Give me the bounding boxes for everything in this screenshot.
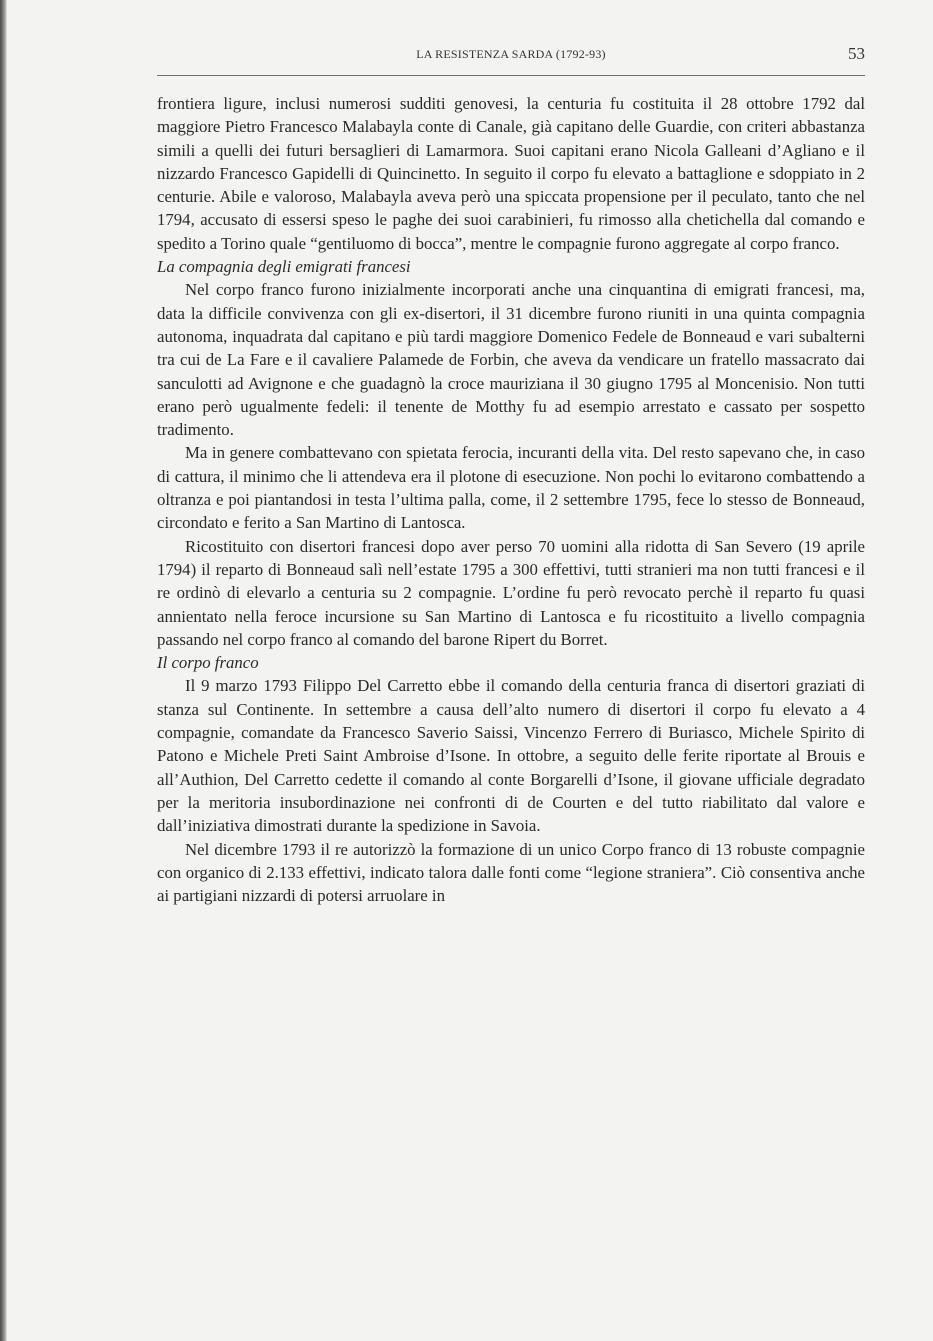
header-rule [157, 75, 865, 76]
running-title: LA RESISTENZA SARDA (1792-93) [416, 47, 606, 61]
body-text [157, 92, 865, 907]
page-binding-edge [0, 0, 7, 1341]
paragraph: Ricostituito con disertori francesi dopo aver perso 70 uomini alla ridotta di San Severo (19 aprile 1794) il reparto di Bonneaud salì nell’estate 1795 a 300 effettivi, tutti stranieri ma non tutti francesi e il re ordinò di elevarlo a centuria su 2 compagnie. L’ordine fu però revocato perchè il reparto fu quasi annientato nella feroce incursione su San Martino di Lantosca e fu ricostituito a livello compagnia passando nel corpo franco al comando del barone Ripert du Borret. [157, 536, 865, 649]
page-number: 53 [848, 44, 865, 63]
paragraph: Nel corpo franco furono inizialmente incorporati anche una cinquantina di emigrati francesi, ma, data la difficile convivenza con gli ex-disertori, il 31 dicembre furono riuniti in una quinta compagnia autonoma, inquadrata dal capitano e più tardi maggiore Domenico Fedele de Bonneaud e vari subalterni tra cui de La Fare e il cavaliere Palamede de Forbin, che aveva da vendicare un fratello massacrato dai sanculotti ad Avignone e che guadagnò la croce mauriziana il 30 giugno 1795 al Moncenisio. Non tutti erano però ugualmente fedeli: il tenente de Motthy fu ad esempio arrestato e cassato per sospetto tradimento. [157, 280, 865, 440]
paragraph: Ma in genere combattevano con spietata ferocia, incuranti della vita. Del resto sapevano che, in caso di cattura, il minimo che li attendeva era il plotone di esecuzione. Non pochi lo evitarono combattendo a oltranza e poi piantandosi in testa l’ultima palla, come, il 2 settembre 1795, fece lo stesso de Bonneaud, circondato e ferito a San Martino di Lantosca. [157, 443, 865, 533]
page-header [157, 44, 865, 70]
section-heading: La compagnia degli emigrati francesi [157, 257, 411, 277]
paragraph: frontiera ligure, inclusi numerosi sudditi genovesi, la centuria fu costituita il 28 ottobre 1792 dal maggiore Pietro Francesco Malabayla conte di Canale, già capitano delle Guardie, con criteri abbastanza simili a quelli dei futuri bersaglieri di Lamarmora. Suoi capitani erano Nicola Galleani d’Agliano e il nizzardo Francesco Gapidelli di Quincinetto. In seguito il corpo fu elevato a battaglione e sdoppiato in 2 centurie. Abile e valoroso, Malabayla aveva però una spiccata propensione per il peculato, tanto che nel 1794, accusato di essersi speso le paghe dei suoi carabinieri, fu rimosso alla chetichella dal comando e spedito a Torino quale “gentiluomo di bocca”, mentre le compagnie furono aggregate al corpo franco. [157, 94, 865, 253]
paragraph: Il 9 marzo 1793 Filippo Del Carretto ebbe il comando della centuria franca di disertori graziati di stanza sul Continente. In settembre a causa dell’alto numero di disertori il corpo fu elevato a 4 compagnie, comandate da Francesco Saverio Saissi, Vincenzo Ferrero di Buriasco, Michele Spirito di Patono e Michele Preti Saint Ambroise d’Isone. In ottobre, a seguito delle ferite riportate al Brouis e all’Authion, Del Carretto cedette il comando al conte Borgarelli d’Isone, il giovane ufficiale degradato per la meritoria insubordinazione nei confronti di de Courten e del tutto riabilitato dal valore e dall’iniziativa dimostrati durante la spedizione in Savoia. [157, 676, 865, 836]
paragraph: Nel dicembre 1793 il re autorizzò la formazione di un unico Corpo franco di 13 robuste compagnie con organico di 2.133 effettivi, indicato talora dalle fonti come “legione straniera”. Ciò consentiva anche ai partigiani nizzardi di potersi arruolare in [157, 839, 865, 906]
section-heading: Il corpo franco [157, 653, 259, 673]
